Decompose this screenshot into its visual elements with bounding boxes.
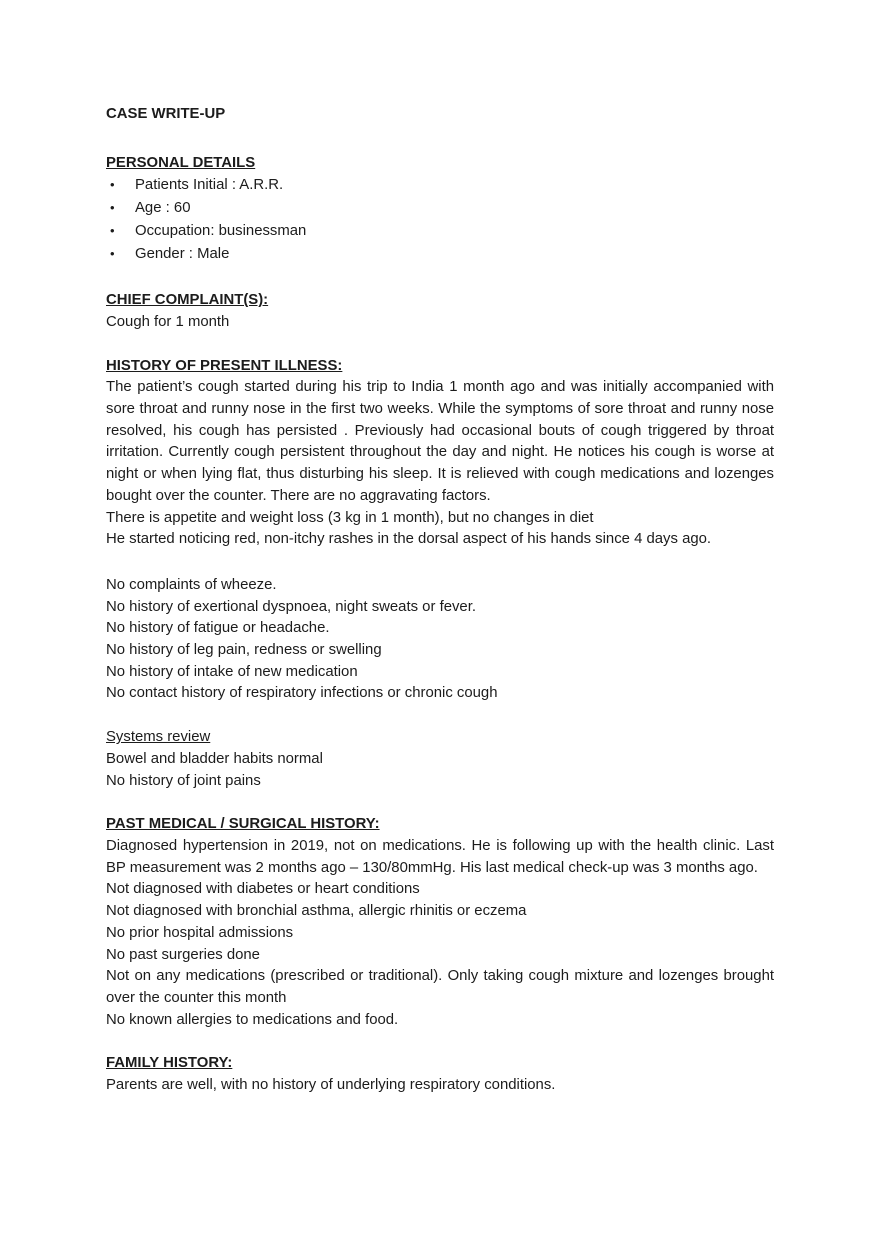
pmh-heading: PAST MEDICAL / SURGICAL HISTORY:: [106, 816, 380, 833]
section-personal-details: [106, 153, 774, 266]
chief-complaint-heading: CHIEF COMPLAINT(S):: [106, 292, 269, 309]
negative-line: No history of exertional dyspnoea, night sweats or fever.: [106, 598, 476, 615]
page-title: CASE WRITE-UP: [106, 106, 226, 122]
systems-review-line: No history of joint pains: [106, 772, 261, 789]
hpi-appetite-line: There is appetite and weight loss (3 kg in 1 month), but no changes in diet: [106, 509, 594, 526]
negative-line: No history of leg pain, redness or swelling: [106, 642, 382, 659]
gender-text: Gender : Male: [135, 245, 230, 262]
list-item: [110, 174, 774, 197]
pmh-line: No prior hospital admissions: [106, 924, 294, 941]
patient-initial-text: Patients Initial : A.R.R.: [135, 177, 284, 194]
section-chief-complaint: [106, 290, 774, 333]
section-history-present-illness: [106, 356, 774, 793]
negative-line: No history of intake of new medication: [106, 663, 358, 680]
negative-line: No complaints of wheeze.: [106, 576, 277, 593]
negative-line: No history of fatigue or headache.: [106, 620, 330, 637]
personal-details-heading: PERSONAL DETAILS: [106, 154, 256, 171]
negative-line: No contact history of respiratory infections or chronic cough: [106, 685, 498, 702]
bullet-icon: •: [110, 222, 115, 238]
systems-review-line: Bowel and bladder habits normal: [106, 750, 323, 767]
hpi-negatives-block: [106, 575, 774, 705]
chief-complaint-text: Cough for 1 month: [106, 313, 230, 330]
hpi-paragraph: The patient’s cough started during his trip to India 1 month ago and was initially accompanied with sore throat and runny nose in the first two weeks. While the symptoms of sore throat and runny nose resolved, his cough has persisted . Previously had occasional bouts of cough triggered by throat irritation. Currently cough persistent throughout the day and night. He notices his cough is worse at night or when lying flat, thus disturbing his sleep. It is relieved with cough medications and lozenges bought over the counter. There are no aggravating factors.: [106, 379, 774, 504]
list-item: [110, 197, 774, 220]
list-item: [110, 243, 774, 266]
pmh-line: Not on any medications (prescribed or traditional). Only taking cough mixture and lozenges brought over the counter this month: [106, 968, 774, 1006]
bullet-icon: •: [110, 245, 115, 261]
systems-review-block: [106, 727, 774, 792]
pmh-line: Not diagnosed with diabetes or heart conditions: [106, 881, 420, 898]
pmh-line: No known allergies to medications and food.: [106, 1011, 399, 1028]
hpi-heading: HISTORY OF PRESENT ILLNESS:: [106, 357, 343, 374]
bullet-icon: •: [110, 177, 115, 193]
family-history-text: Parents are well, with no history of underlying respiratory conditions.: [106, 1077, 556, 1094]
personal-details-list: [106, 174, 774, 265]
section-past-medical-history: [106, 814, 774, 1031]
pmh-paragraph: Diagnosed hypertension in 2019, not on medications. He is following up with the health clinic. Last BP measurement was 2 months ago – 130/80mmHg. His last medical check-up was 3 months ago.: [106, 837, 774, 876]
pmh-line: No past surgeries done: [106, 946, 260, 963]
pmh-line: Not diagnosed with bronchial asthma, allergic rhinitis or eczema: [106, 903, 527, 920]
family-history-heading: FAMILY HISTORY:: [106, 1055, 233, 1072]
age-text: Age : 60: [135, 200, 191, 217]
hpi-rash-line: He started noticing red, non-itchy rashes in the dorsal aspect of his hands since 4 days ago.: [106, 531, 712, 548]
section-family-history: [106, 1053, 774, 1096]
occupation-text: Occupation: businessman: [135, 222, 307, 239]
list-item: [110, 220, 774, 243]
systems-review-heading: Systems review: [106, 729, 211, 746]
bullet-icon: •: [110, 200, 115, 216]
